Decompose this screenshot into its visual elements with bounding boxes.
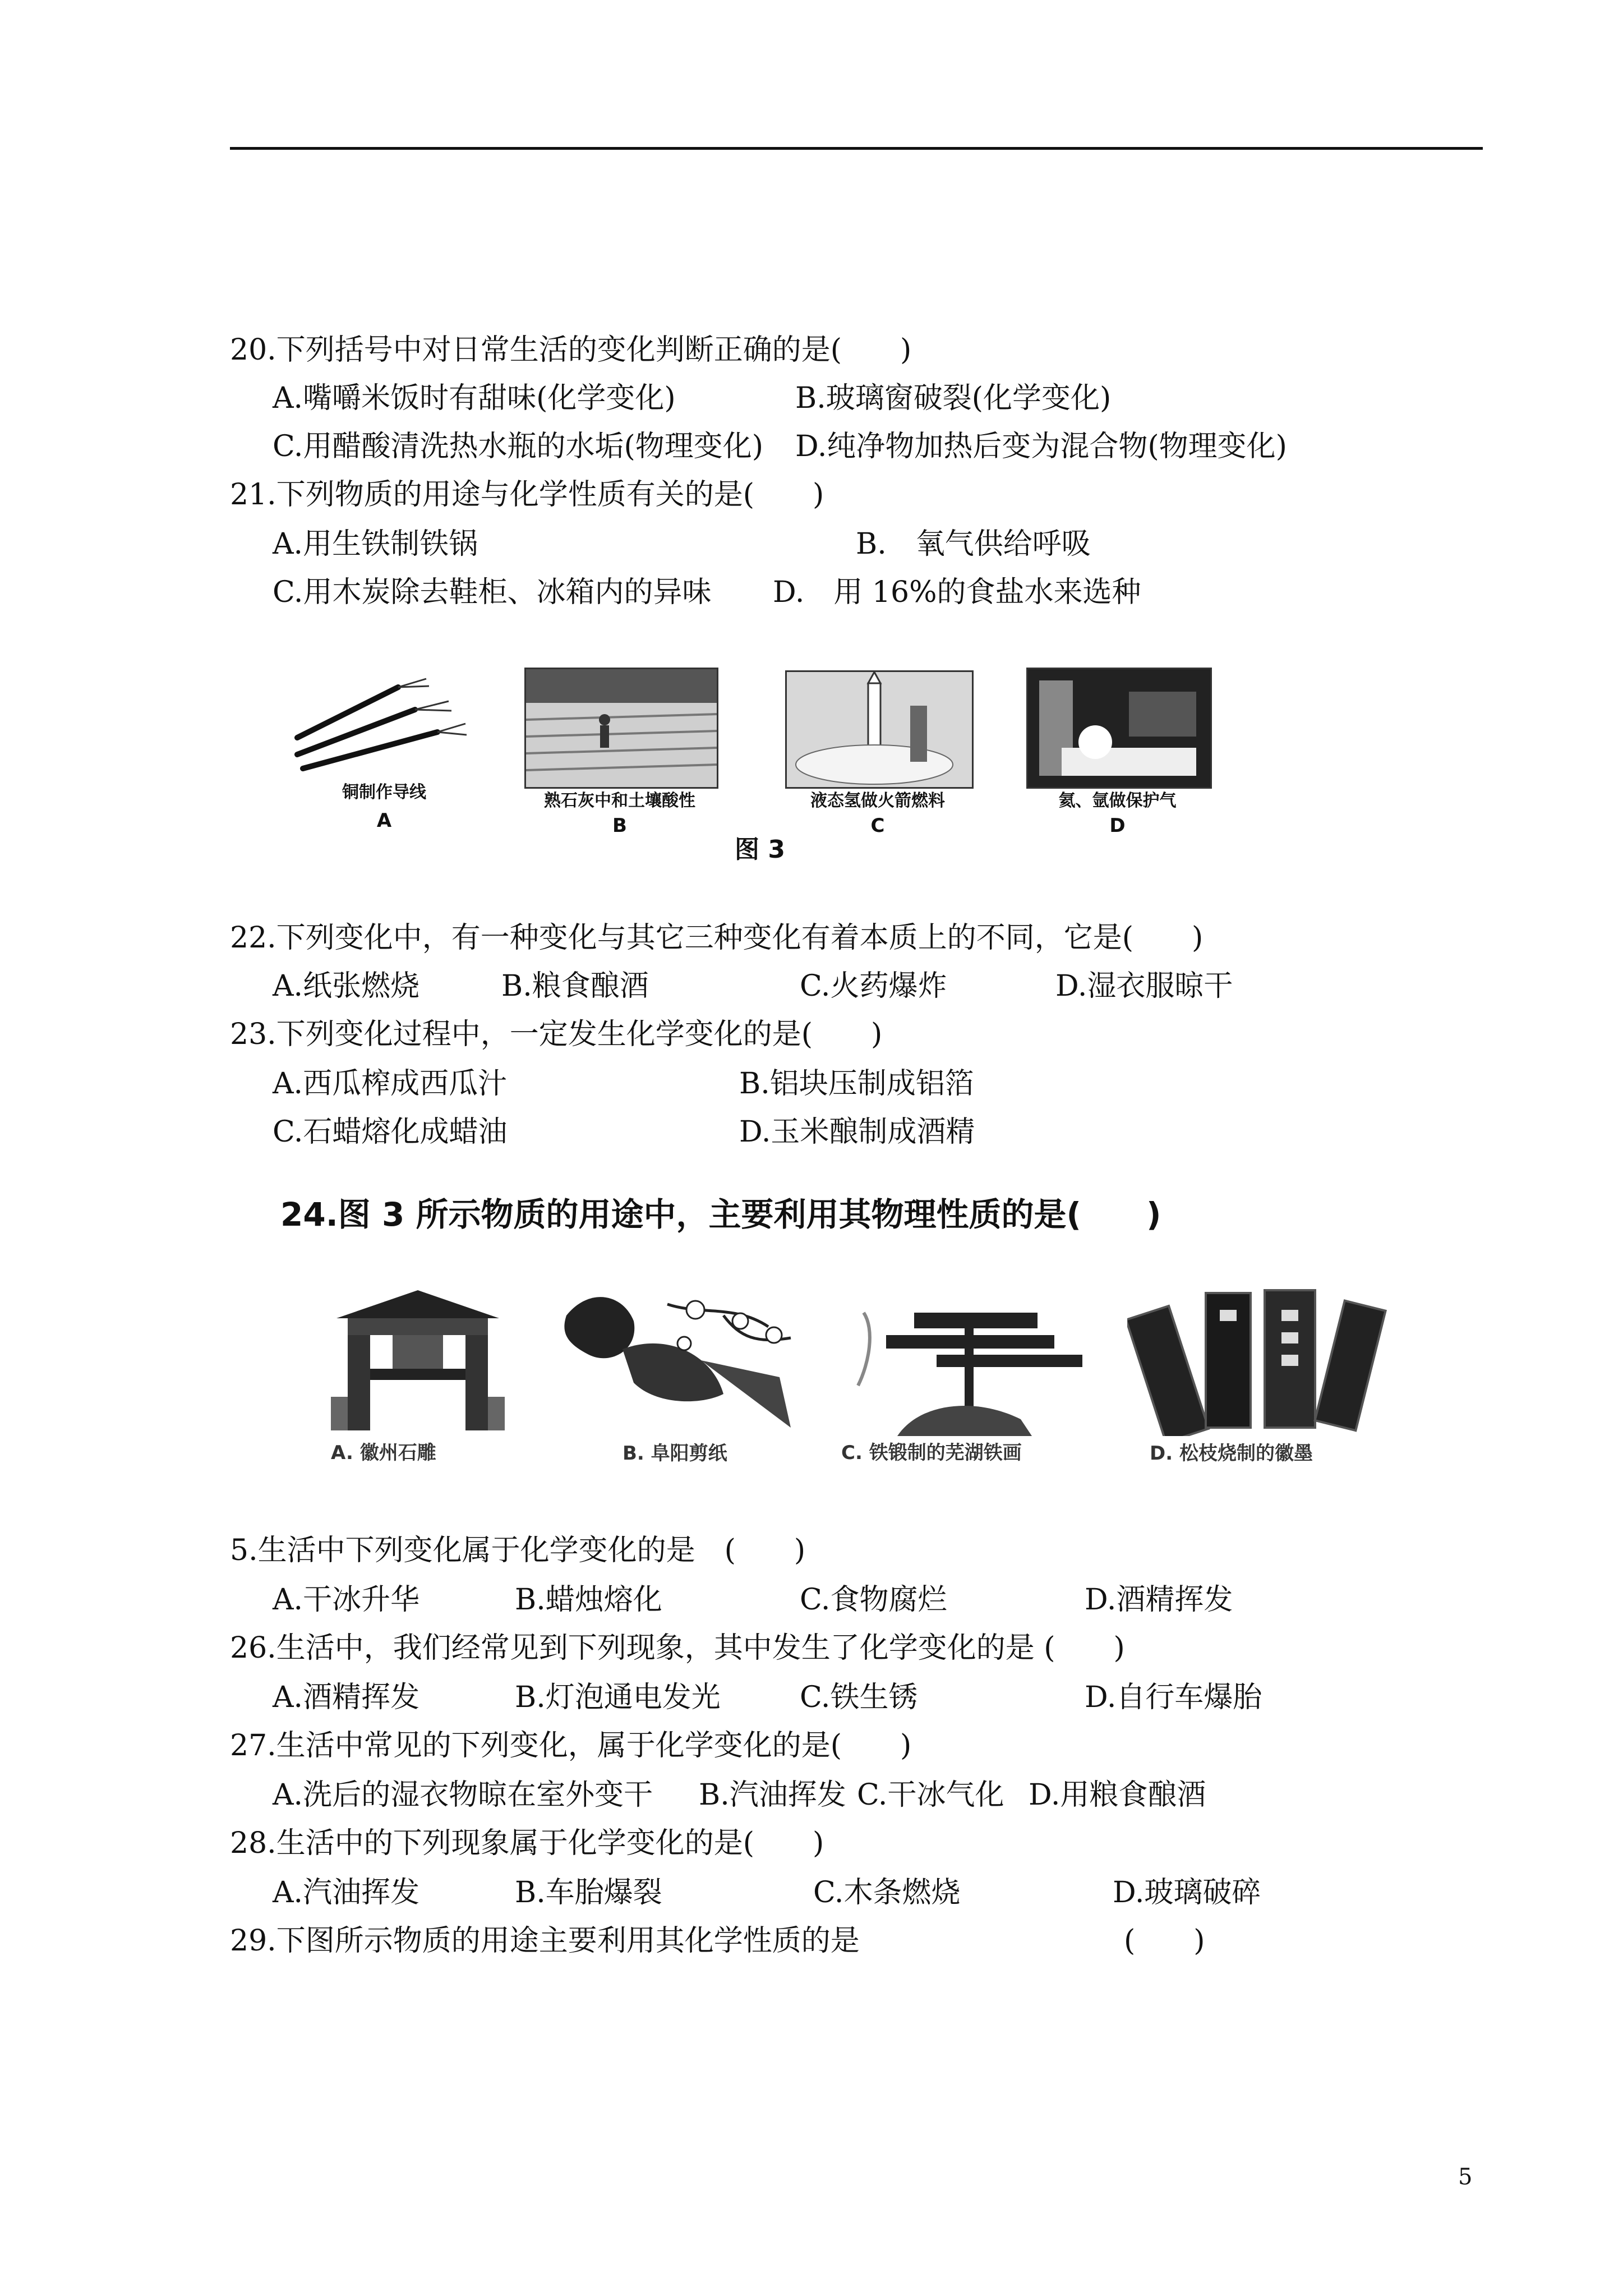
q22-option-b: B.粮食酿酒 bbox=[501, 969, 649, 1003]
q27-option-b: B.汽油挥发 bbox=[699, 1778, 846, 1812]
iron-painting-image bbox=[852, 1290, 1099, 1436]
q29-answer-paren: ( ) bbox=[1124, 1924, 1205, 1958]
q21-option-d: D. 用 16%的食盐水来选种 bbox=[773, 576, 1141, 609]
figure3-caption-b: 熟石灰中和土壤酸性 bbox=[544, 791, 695, 811]
q25-option-c: C.食物腐烂 bbox=[800, 1583, 947, 1617]
q20-option-a: A.嘴嚼米饭时有甜味(化学变化) bbox=[273, 381, 676, 415]
rocket-image bbox=[785, 670, 974, 789]
q22-stem: 22.下列变化中，有一种变化与其它三种变化有着本质上的不同，它是( ) bbox=[230, 921, 1204, 955]
q28-option-a: A.汽油挥发 bbox=[273, 1876, 420, 1910]
q27-stem: 27.生活中常见的下列变化，属于化学变化的是( ) bbox=[230, 1729, 912, 1763]
q24-caption-a: A. 徽州石雕 bbox=[331, 1442, 436, 1464]
q26-option-c: C.铁生锈 bbox=[800, 1681, 918, 1714]
q21-option-b: B. 氧气供给呼吸 bbox=[856, 527, 1091, 561]
q21-option-c: C.用木炭除去鞋柜、冰箱内的异味 bbox=[273, 576, 712, 609]
q20-option-d: D.纯净物加热后变为混合物(物理变化) bbox=[795, 430, 1287, 463]
welding-image bbox=[1026, 668, 1212, 789]
q27-option-c: C.干冰气化 bbox=[857, 1778, 1004, 1812]
page-number: 5 bbox=[1458, 2164, 1473, 2190]
q24-caption-c: C. 铁锻制的芜湖铁画 bbox=[841, 1442, 1022, 1464]
field-image bbox=[524, 668, 718, 789]
figure3-letter-c: C bbox=[870, 815, 885, 837]
q22-option-d: D.湿衣服晾干 bbox=[1055, 969, 1233, 1003]
paper-cut-image bbox=[555, 1282, 813, 1436]
q24-stem: 24.图 3 所示物质的用途中，主要利用其物理性质的是( ) bbox=[280, 1195, 1161, 1234]
q27-option-a: A.洗后的湿衣物晾在室外变干 bbox=[273, 1778, 653, 1812]
q23-option-c: C.石蜡熔化成蜡油 bbox=[273, 1115, 508, 1149]
figure3-letter-a: A bbox=[376, 809, 392, 832]
q26-option-a: A.酒精挥发 bbox=[273, 1681, 420, 1714]
figure3-letter-d: D bbox=[1109, 815, 1126, 837]
q28-option-c: C.木条燃烧 bbox=[813, 1876, 961, 1910]
q23-option-b: B.铝块压制成铝箔 bbox=[739, 1067, 974, 1101]
figure3-title: 图 3 bbox=[735, 835, 785, 864]
header-rule bbox=[230, 147, 1483, 150]
ink-sticks-image bbox=[1127, 1287, 1391, 1436]
q24-item-c bbox=[841, 1290, 1099, 1464]
q22-option-a: A.纸张燃烧 bbox=[273, 969, 420, 1003]
q25-option-a: A.干冰升华 bbox=[273, 1583, 420, 1617]
q25-option-b: B.蜡烛熔化 bbox=[515, 1583, 662, 1617]
q20-stem: 20.下列括号中对日常生活的变化判断正确的是( ) bbox=[230, 333, 912, 367]
q25-option-d: D.酒精挥发 bbox=[1085, 1583, 1233, 1617]
q22-option-c: C.火药爆炸 bbox=[800, 969, 947, 1003]
q28-option-b: B.车胎爆裂 bbox=[515, 1876, 662, 1910]
q26-option-b: B.灯泡通电发光 bbox=[515, 1681, 721, 1714]
q24-caption-d: D. 松枝烧制的徽墨 bbox=[1150, 1442, 1313, 1465]
q25-stem: 5.生活中下列变化属于化学变化的是 ( ) bbox=[230, 1534, 806, 1567]
q23-option-d: D.玉米酿制成酒精 bbox=[739, 1115, 975, 1149]
figure3-caption-d: 氦、氩做保护气 bbox=[1058, 791, 1177, 811]
q20-option-b: B.玻璃窗破裂(化学变化) bbox=[795, 381, 1112, 415]
figure3-caption-c: 液态氢做火箭燃料 bbox=[810, 791, 945, 811]
figure3-caption-a: 铜制作导线 bbox=[342, 783, 426, 802]
stone-gate-image bbox=[331, 1285, 505, 1436]
q26-stem: 26.生活中，我们经常见到下列现象，其中发生了化学变化的是 ( ) bbox=[230, 1631, 1125, 1665]
q23-option-a: A.西瓜榨成西瓜汁 bbox=[273, 1067, 508, 1101]
q20-option-c: C.用醋酸清洗热水瓶的水垢(物理变化) bbox=[273, 430, 764, 463]
q21-option-a: A.用生铁制铁锅 bbox=[273, 527, 478, 561]
q29-stem: 29.下图所示物质的用途主要利用其化学性质的是 bbox=[230, 1924, 860, 1958]
q24-caption-b: B. 阜阳剪纸 bbox=[623, 1442, 727, 1465]
q21-stem: 21.下列物质的用途与化学性质有关的是( ) bbox=[230, 478, 824, 512]
figure3-letter-b: B bbox=[612, 815, 627, 837]
copper-wire-image bbox=[292, 670, 471, 777]
q28-option-d: D.玻璃破碎 bbox=[1113, 1876, 1261, 1910]
q24-item-b bbox=[555, 1282, 813, 1465]
q24-item-a bbox=[331, 1285, 505, 1464]
q26-option-d: D.自行车爆胎 bbox=[1085, 1681, 1262, 1714]
q28-stem: 28.生活中的下列现象属于化学变化的是( ) bbox=[230, 1826, 824, 1860]
q24-item-d bbox=[1127, 1287, 1391, 1465]
q23-stem: 23.下列变化过程中，一定发生化学变化的是( ) bbox=[230, 1018, 883, 1051]
q27-option-d: D.用粮食酿酒 bbox=[1029, 1778, 1206, 1812]
